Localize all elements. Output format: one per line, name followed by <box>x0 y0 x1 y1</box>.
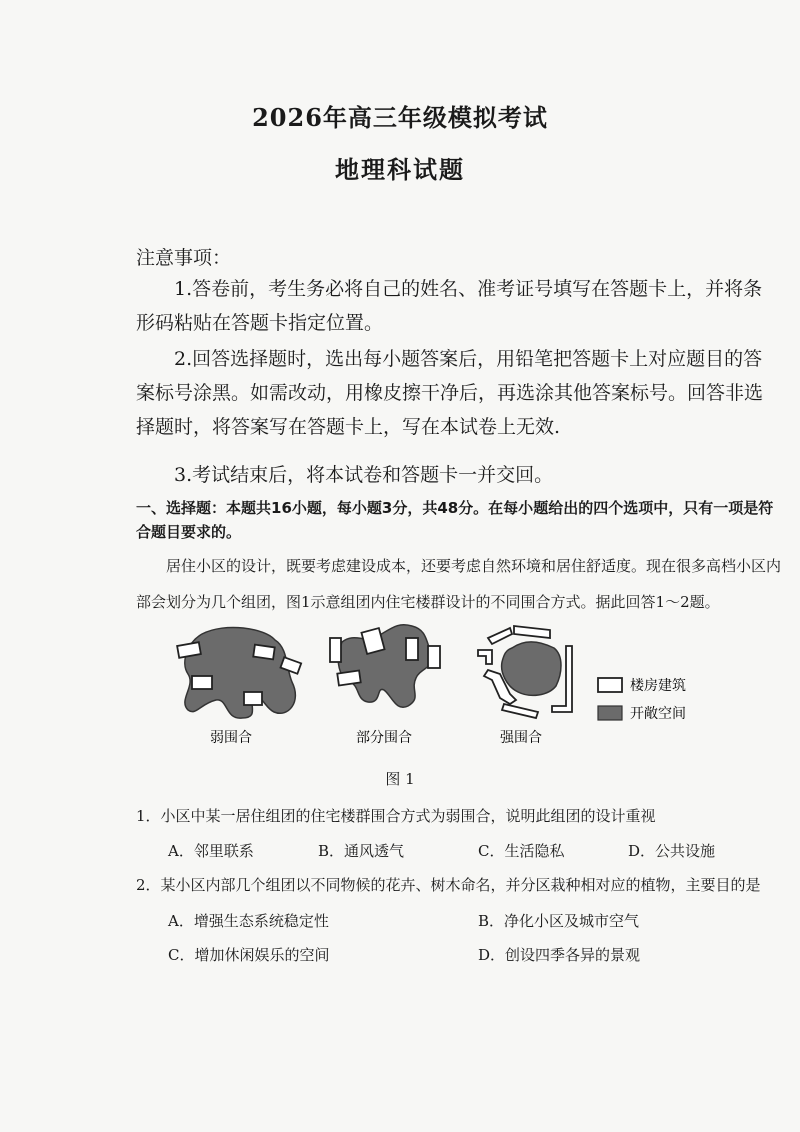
legend-label-open-space: 开敞空间 <box>630 706 686 722</box>
exam-title: 2026年高三年级模拟考试 <box>252 103 548 132</box>
question-2-option-d: D．创设四季各异的景观 <box>478 946 641 964</box>
figure-legend <box>598 677 686 722</box>
notice-item-3: 3.考试结束后，将本试卷和答题卡一并交回。 <box>174 464 554 486</box>
legend-label-building: 楼房建筑 <box>630 678 686 694</box>
question-2-option-a: A．增强生态系统稳定性 <box>168 912 329 930</box>
building-block <box>192 676 212 689</box>
open-space-shape <box>502 642 561 695</box>
question-2-option-c: C．增加休闲娱乐的空间 <box>168 946 330 964</box>
building-block <box>428 646 440 668</box>
exam-subtitle: 地理科试题 <box>335 155 465 184</box>
building-block <box>337 671 360 686</box>
section-heading: 一、选择题：本题共16小题，每小题3分，共48分。在每小题给出的四个选项中，只有一项是符合题目要求的。 <box>136 499 774 541</box>
question-1-stem: 1．小区中某一居住组团的住宅楼群围合方式为弱围合，说明此组团的设计重视 <box>136 807 656 825</box>
building-block <box>177 642 201 658</box>
question-intro: 居住小区的设计，既要考虑建设成本，还要考虑自然环境和居住舒适度。现在很多高档小区内部会划分为几个组团，图1示意组团内住宅楼群设计的不同围合方式。据此回答1～2题。 <box>136 557 782 611</box>
label-partial-enclosure: 部分围合 <box>356 730 412 746</box>
building-block <box>488 628 512 644</box>
question-1-option-c: C．生活隐私 <box>478 842 565 860</box>
notice-heading: 注意事项： <box>136 247 232 269</box>
figure-1-diagram <box>170 620 730 755</box>
open-space-shape <box>338 625 433 708</box>
question-1-option-a: A．邻里联系 <box>168 842 254 860</box>
building-block <box>244 692 262 705</box>
building-block <box>502 704 538 718</box>
label-strong-enclosure: 强围合 <box>500 730 542 746</box>
legend-swatch-building <box>598 678 622 692</box>
legend-swatch-open-space <box>598 706 622 720</box>
notice-item-1: 1.答卷前，考生务必将自己的姓名、准考证号填写在答题卡上，并将条形码粘贴在答题卡指定位置。 <box>136 278 763 334</box>
question-2-stem: 2．某小区内部几个组团以不同物候的花卉、树木命名，并分区栽种相对应的植物，主要目的是 <box>136 876 761 894</box>
label-weak-enclosure: 弱围合 <box>210 730 252 746</box>
question-1-option-d: D．公共设施 <box>628 842 716 860</box>
open-space-shape <box>185 627 296 718</box>
building-block <box>330 638 341 662</box>
building-block <box>514 626 550 638</box>
weak-enclosure-diagram <box>177 627 301 718</box>
figure-caption: 图 1 <box>385 770 415 788</box>
notice-item-2: 2.回答选择题时，选出每小题答案后，用铅笔把答题卡上对应题目的答案标号涂黑。如需改动，用橡皮擦干净后，再选涂其他答案标号。回答非选择题时，将答案写在答题卡上，写在本试卷上无效. <box>136 348 764 438</box>
building-block <box>406 638 418 660</box>
building-block <box>478 650 492 664</box>
question-1-option-b: B．通风透气 <box>318 842 405 860</box>
strong-enclosure-diagram <box>478 626 572 718</box>
partial-enclosure-diagram <box>330 625 440 708</box>
question-2-option-b: B．净化小区及城市空气 <box>478 912 640 930</box>
building-block <box>253 645 274 660</box>
